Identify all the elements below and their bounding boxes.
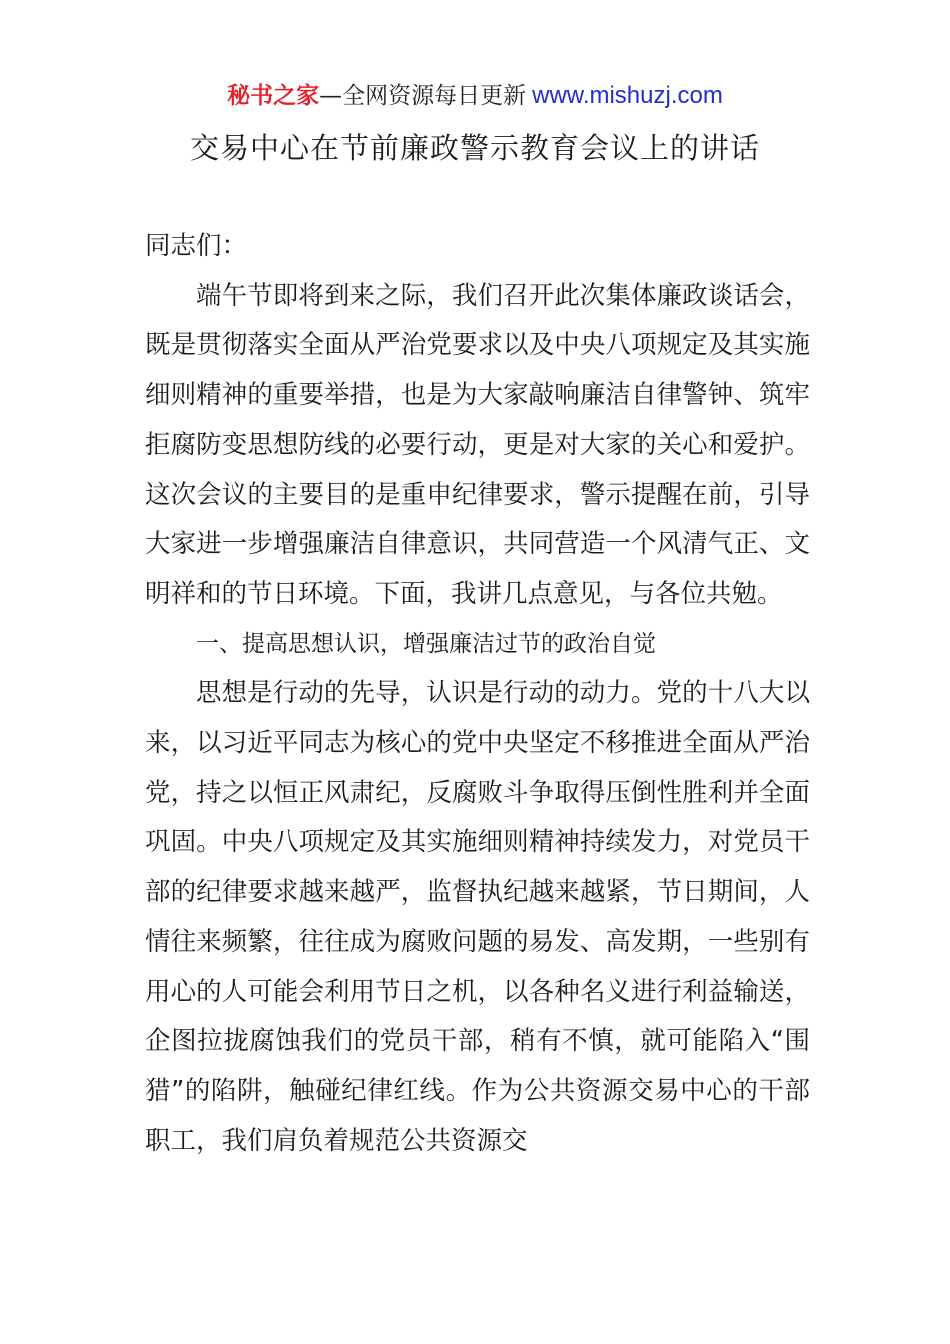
header-tagline: —全网资源每日更新: [319, 83, 527, 109]
document-title: 交易中心在节前廉政警示教育会议上的讲话: [189, 131, 760, 165]
site-url-link[interactable]: www.mishuzj.com: [532, 82, 723, 109]
site-header: [0, 80, 950, 112]
section-heading: 一、提高思想认识，增强廉洁过节的政治自觉: [196, 630, 656, 657]
intro-paragraph: 端午节即将到来之际，我们召开此次集体廉政谈话会，既是贯彻落实全面从严治党要求以及中央八项规定及其实施细则精神的重要举措，也是为大家敲响廉洁自律警钟、筑牢拒腐防变思想防线的必要行动，更是对大家的关心和爱护。这次会议的主要目的是重申纪律要求，警示提醒在前，引导大家进一步增强廉洁自律意识，共同营造一个风清气正、文明祥和的节日环境。下面，我讲几点意见，与各位共勉。: [145, 280, 810, 609]
section-paragraph: 思想是行动的先导，认识是行动的动力。党的十八大以来，以习近平同志为核心的党中央坚定不移推进全面从严治党，持之以恒正风肃纪，反腐败斗争取得压倒性胜利并全面巩固。中央八项规定及其实施细则精神持续发力，对党员干部的纪律要求越来越严，监督执纪越来越紧，节日期间，人情往来频繁，往往成为腐败问题的易发、高发期，一些别有用心的人可能会利用节日之机，以各种名义进行利益输送，企图拉拢腐蚀我们的党员干部，稍有不慎，就可能陷入“围猎”的陷阱，触碰纪律红线。作为公共资源交易中心的干部职工，我们肩负着规范公共资源交: [145, 678, 810, 1156]
brand-name: 秘书之家: [227, 83, 320, 109]
document-body: [145, 222, 810, 1166]
salutation: 同志们：: [145, 231, 248, 261]
